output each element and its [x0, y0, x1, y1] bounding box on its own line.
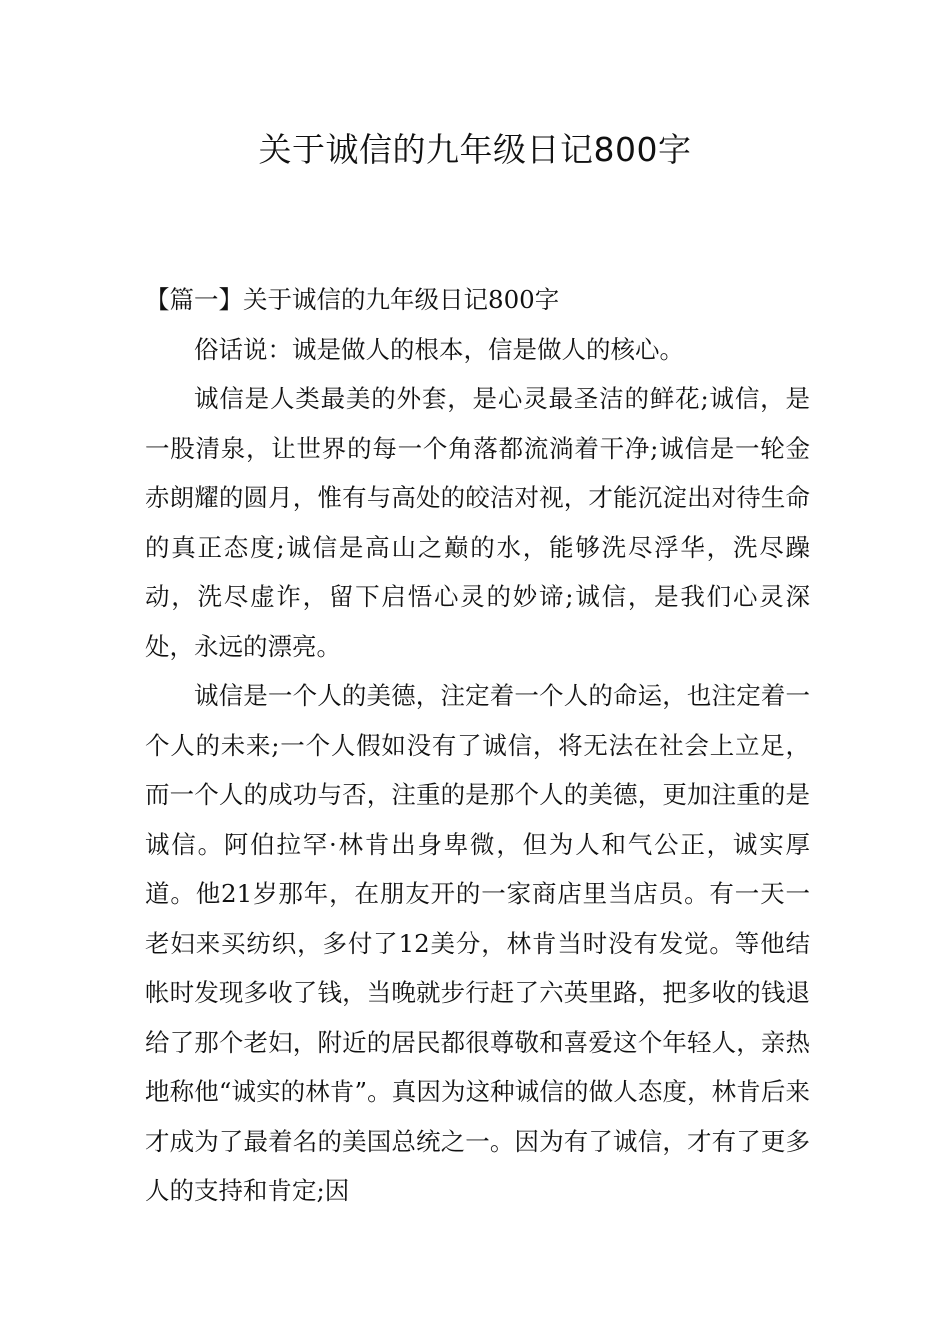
- paragraph-2: 诚信是人类最美的外套，是心灵最圣洁的鲜花;诚信，是一股清泉，让世界的每一个角落都流淌着干净;诚信是一轮金赤朗耀的圆月，惟有与高处的皎洁对视，才能沉淀出对待生命的真正态度;诚信是高山之巅的水，能够洗尽浮华，洗尽躁动，洗尽虚诈，留下启悟心灵的妙谛;诚信，是我们心灵深处，永远的漂亮。: [145, 384, 810, 661]
- paragraph-3: 诚信是一个人的美德，注定着一个人的命运，也注定着一个人的未来;一个人假如没有了诚信，将无法在社会上立足，而一个人的成功与否，注重的是那个人的美德，更加注重的是诚信。阿伯拉罕·林肯出身卑微，但为人和气公正，诚实厚道。他21岁那年，在朋友开的一家商店里当店员。有一天一老妇来买纺织，多付了12美分，林肯当时没有发觉。等他结帐时发现多收了钱，当晚就步行赶了六英里路，把多收的钱退给了那个老妇，附近的居民都很尊敬和喜爱这个年轻人，亲热地称他“诚实的林肯”。真因为这种诚信的做人态度，林肯后来才成为了最着名的美国总统之一。因为有了诚信，才有了更多人的支持和肯定;因: [145, 681, 810, 1205]
- document-body: [145, 275, 810, 1216]
- document-title: 关于诚信的九年级日记800字: [258, 130, 692, 169]
- section-heading: 【篇一】关于诚信的九年级日记800字: [145, 285, 560, 314]
- paragraph-1: 俗话说：诚是做人的根本，信是做人的核心。: [194, 334, 684, 364]
